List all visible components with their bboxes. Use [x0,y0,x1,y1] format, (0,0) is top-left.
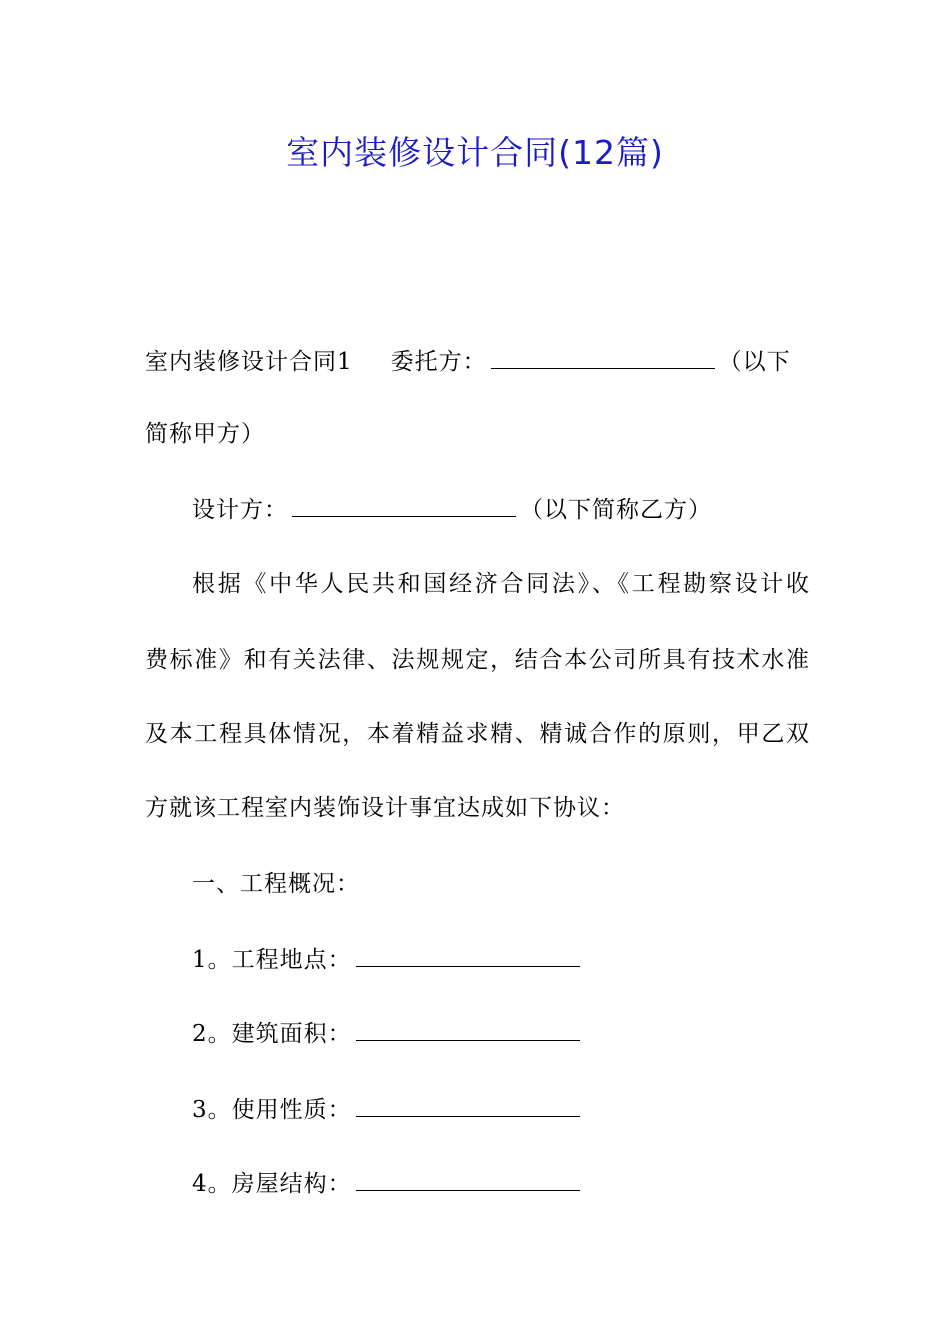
contract-heading-label: 室内装修设计合同1 [145,349,353,375]
paragraph-line: 及本工程具体情况，本着精益求精、精诚合作的原则，甲乙双 [145,721,810,747]
client-suffix: （以下 [718,349,791,375]
item-label: 4。房屋结构： [192,1171,352,1197]
item-blank [356,1088,580,1117]
item-label: 1。工程地点： [192,947,352,973]
client-label: 委托方： [390,349,487,375]
item-label: 2。建筑面积： [192,1021,352,1047]
section-heading: 一、工程概况： [192,871,360,897]
document-title: 室内装修设计合同(12篇) [286,133,664,172]
designer-label: 设计方： [192,497,288,523]
designer-blank [292,488,516,517]
list-item [192,1012,810,1054]
contract-heading-line [145,340,810,382]
list-item [192,938,810,980]
designer-line [192,488,810,530]
client-suffix-continued: 简称甲方） [145,421,265,447]
list-item [192,1088,810,1130]
paragraph-line: 根据《中华人民共和国经济合同法》、《工程勘察设计收 [192,571,810,597]
paragraph-line: 费标准》和有关法律、法规规定，结合本公司所具有技术水准 [145,647,810,673]
list-item [192,1162,810,1204]
item-blank [356,938,580,967]
designer-suffix: （以下简称乙方） [520,497,712,523]
item-blank [356,1162,580,1191]
item-label: 3。使用性质： [192,1097,352,1123]
client-blank [491,340,715,369]
item-blank [356,1012,580,1041]
paragraph-line: 方就该工程室内装饰设计事宜达成如下协议： [145,795,625,821]
